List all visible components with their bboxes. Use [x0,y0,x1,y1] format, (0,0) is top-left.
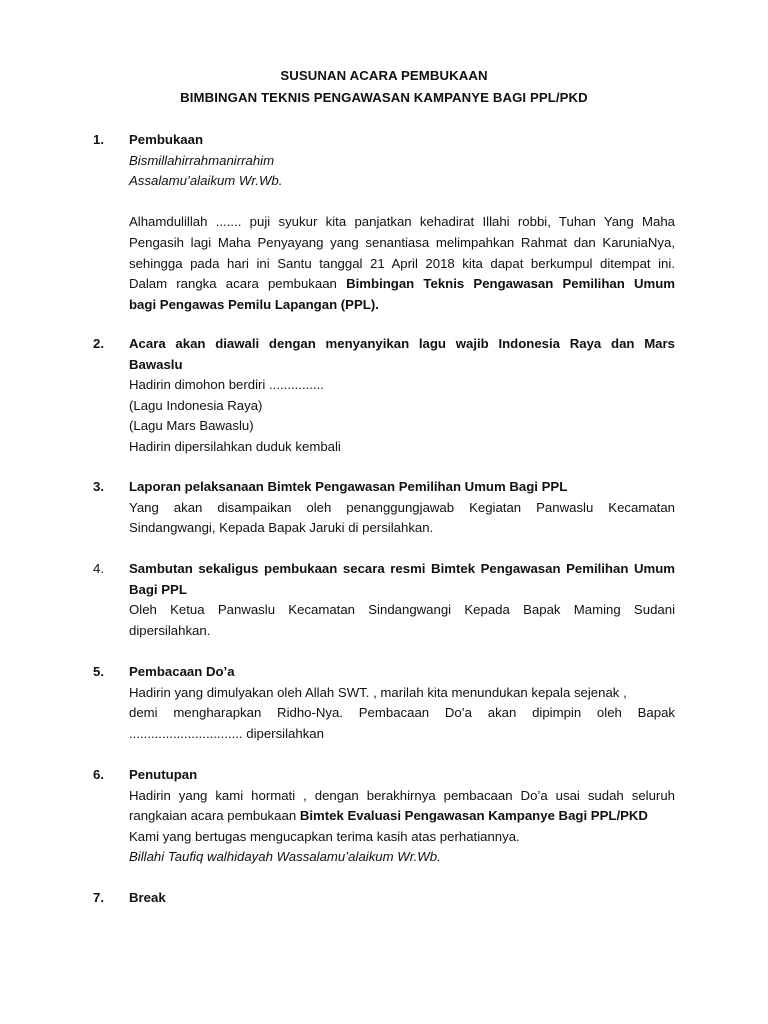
document-title-line-1: SUSUNAN ACARA PEMBUKAAN [280,68,488,83]
item-number: 1. [93,132,104,147]
item-number: 4. [93,561,104,576]
paragraph-line: Pengasih lagi Maha Penyayang yang senantiasa melimpahkan Rahmat dan KaruniaNya, [129,234,675,250]
item-line: demi mengharapkan Ridho-Nya. Pembacaan Do’a akan dipimpin oleh Bapak [129,705,675,721]
agenda-item-1 [93,130,675,315]
item-heading-line-2: Bawaslu [129,356,183,372]
item-line: Hadirin yang dimulyakan oleh Allah SWT. , marilah kita menundukan kepala sejenak , [129,684,627,700]
item-line: Hadirin dimohon berdiri ............... [129,377,324,393]
item-heading-line-2: Bagi PPL [129,581,187,597]
paragraph-line: Alhamdulillah ....... puji syukur kita panjatkan kehadirat Illahi robbi, Tuhan Yang Maha [129,214,675,230]
paragraph-bold-text: Bimbingan Teknis Pengawasan Pemilihan Umum [346,276,675,292]
item-heading: Penutupan [129,767,198,782]
opening-greeting-1: Bismillahirrahmanirrahim [129,152,275,168]
item-number: 6. [93,767,104,782]
paragraph-bold-line: bagi Pengawas Pemilu Lapangan (PPL). [129,296,379,312]
item-line: Kami yang bertugas mengucapkan terima kasih atas perhatiannya. [129,828,520,844]
item-line: (Lagu Mars Bawaslu) [129,418,254,434]
closing-greeting: Billahi Taufiq walhidayah Wassalamu’alaikum Wr.Wb. [129,849,441,865]
item-heading-line-1: Acara akan diawali dengan menyanyikan lagu wajib Indonesia Raya dan Mars [129,336,675,351]
item-text: rangkaian acara pembukaan [129,808,297,824]
item-number: 5. [93,664,104,679]
item-line: Hadirin dipersilahkan duduk kembali [129,438,341,454]
item-line: Yang akan disampaikan oleh penanggungjawab Kegiatan Panwaslu Kecamatan [129,499,675,515]
opening-greeting-2: Assalamu’alaikum Wr.Wb. [129,173,283,189]
item-line-mixed [129,806,675,827]
item-number: 3. [93,479,104,494]
agenda-item-6 [93,765,675,868]
item-line: ............................... dipersilahkan [129,725,324,741]
agenda-item-4 [93,559,675,641]
paragraph-text: Dalam rangka acara pembukaan [129,276,337,292]
agenda-item-3 [93,477,675,539]
item-heading: Laporan pelaksanaan Bimtek Pengawasan Pemilihan Umum Bagi PPL [129,479,568,494]
item-heading: Break [129,890,166,905]
item-number: 2. [93,336,104,351]
item-line: (Lagu Indonesia Raya) [129,397,263,413]
item-line: dipersilahkan. [129,622,211,638]
item-heading: Pembukaan [129,132,204,147]
paragraph-line: sehingga pada hari ini Santu tanggal 21 April 2018 kita dapat berkumpul ditempat ini. [129,255,675,271]
agenda-item-5 [93,662,675,744]
agenda-item-7 [93,888,675,909]
item-heading: Pembacaan Do’a [129,664,235,679]
item-line: Hadirin yang kami hormati , dengan berakhirnya pembacaan Do’a usai sudah seluruh [129,787,675,803]
item-bold-text: Bimtek Evaluasi Pengawasan Kampanye Bagi PPL/PKD [299,808,648,824]
document-title-line-2: BIMBINGAN TEKNIS PENGAWASAN KAMPANYE BAGI PPL/PKD [180,90,588,105]
item-heading-line-1: Sambutan sekaligus pembukaan secara resmi Bimtek Pengawasan Pemilihan Umum [129,561,675,576]
item-line: Sindangwangi, Kepada Bapak Jaruki di persilahkan. [129,520,434,536]
item-line: Oleh Ketua Panwaslu Kecamatan Sindangwangi Kepada Bapak Maming Sudani [129,602,675,618]
item-number: 7. [93,890,104,905]
agenda-item-2 [93,334,675,458]
paragraph-line-mixed [129,274,675,295]
